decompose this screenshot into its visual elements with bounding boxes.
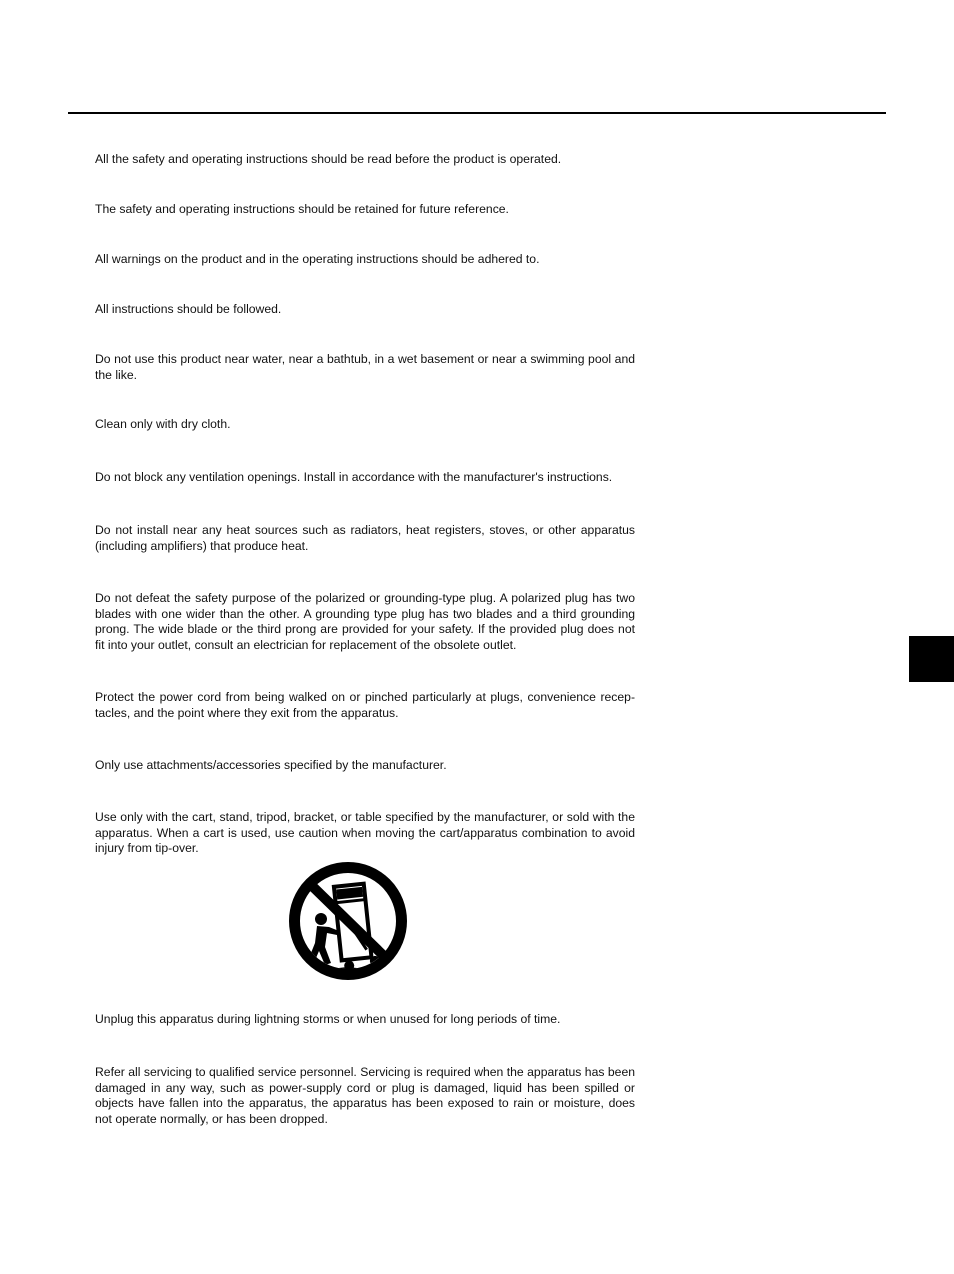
instruction-ventilation: Do not block any ventilation openings. Install in accordance with the manufacturer's instructions. <box>95 470 613 484</box>
instruction-follow: All instructions should be followed. <box>95 302 282 316</box>
instruction-heed-warnings: All warnings on the product and in the operating instructions should be adhered to. <box>95 252 540 266</box>
section-tab-marker <box>909 636 954 682</box>
instruction-servicing: Refer all servicing to qualified service personnel. Servicing is required when the apparatus has been damaged in any way, such as power-supply cord or plug is damaged, liquid has been spilled or objects have fallen into the apparatus, the apparatus has been exposed to rain or moisture, does not operate normally, or has been dropped. <box>95 1065 635 1126</box>
instruction-power-cord: Protect the power cord from being walked on or pinched particularly at plugs, convenience recep-tacles, and the point where they exit from the apparatus. <box>95 690 635 720</box>
cart-tip-over-warning-icon <box>287 861 409 983</box>
header-rule <box>68 112 886 114</box>
instruction-attachments: Only use attachments/accessories specified by the manufacturer. <box>95 758 447 772</box>
instruction-grounding: Do not defeat the safety purpose of the polarized or grounding-type plug. A polarized plug has two blades with one wider than the other. A grounding type plug has two blades and a third grounding prong. The wide blade or the third prong are provided for your safety. If the provided plug does not fit into your outlet, consult an electrician for replacement of the obsolete outlet. <box>95 591 635 652</box>
instruction-water: Do not use this product near water, near a bathtub, in a wet basement or near a swimming pool and the like. <box>95 352 635 382</box>
instruction-cart: Use only with the cart, stand, tripod, bracket, or table specified by the manufacturer, or sold with the apparatus. When a cart is used, use caution when moving the cart/apparatus combination to avoid injury from tip-over. <box>95 810 635 855</box>
instruction-heat: Do not install near any heat sources such as radiators, heat registers, stoves, or other apparatus (including amplifiers) that produce heat. <box>95 523 635 553</box>
instruction-cleaning: Clean only with dry cloth. <box>95 417 231 431</box>
instruction-read: All the safety and operating instructions should be read before the product is operated. <box>95 152 562 166</box>
instruction-retain: The safety and operating instructions should be retained for future reference. <box>95 202 509 216</box>
instruction-unplug: Unplug this apparatus during lightning storms or when unused for long periods of time. <box>95 1012 561 1026</box>
